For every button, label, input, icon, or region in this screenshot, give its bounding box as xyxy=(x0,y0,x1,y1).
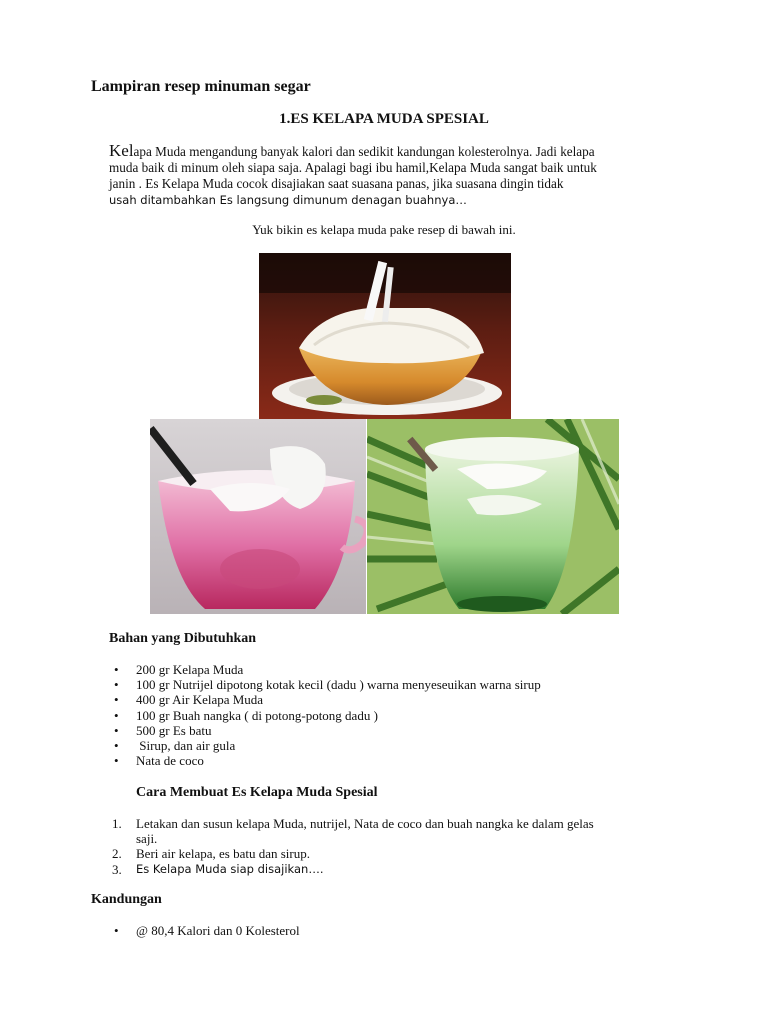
method-heading: Cara Membuat Es Kelapa Muda Spesial xyxy=(136,785,378,800)
list-item: • 400 gr Air Kelapa Muda xyxy=(136,692,696,707)
ingredients-list xyxy=(136,662,696,768)
intro-first-letters: Kel xyxy=(109,141,134,160)
ingredients-heading: Bahan yang Dibutuhkan xyxy=(109,631,257,646)
list-item xyxy=(112,816,696,847)
intro-line-4: usah ditambahkan Es langsung dimunum denagan buahnya… xyxy=(109,193,467,207)
appendix-heading: Lampiran resep minuman segar xyxy=(91,78,311,95)
list-item: • 100 gr Buah nangka ( di potong-potong dadu ) xyxy=(136,708,696,723)
intro-line-1-text: apa Muda mengandung banyak kalori dan sedikit kandungan kolesterolnya. Jadi kelapa xyxy=(133,144,595,159)
step-number: 2. xyxy=(112,846,122,862)
step-text: Letakan dan susun kelapa Muda, nutrijel, Nata de coco dan buah nangka ke dalam gelas xyxy=(136,816,594,831)
list-item xyxy=(112,861,696,877)
green-drink-photo xyxy=(367,419,619,614)
method-steps xyxy=(112,816,696,877)
list-item: • Nata de coco xyxy=(136,753,696,768)
list-item: • 500 gr Es batu xyxy=(136,723,696,738)
list-item: • 200 gr Kelapa Muda xyxy=(136,662,696,677)
intro-line-3: janin . Es Kelapa Muda cocok disajiakan saat suasana panas, jika suasana dingin tidak xyxy=(109,176,564,191)
content-list xyxy=(136,923,696,938)
content-heading: Kandungan xyxy=(91,892,162,907)
intro-line-2: muda baik di minum oleh siapa saja. Apalagi bagi ibu hamil,Kelapa Muda sangat baik untuk xyxy=(109,160,597,175)
list-item: • @ 80,4 Kalori dan 0 Kolesterol xyxy=(136,923,696,938)
intro-line-1 xyxy=(109,143,679,160)
step-number: 1. xyxy=(112,816,122,831)
list-item: • Sirup, dan air gula xyxy=(136,738,696,753)
step-text: Beri air kelapa, es batu dan sirup. xyxy=(136,846,310,862)
pink-drink-photo xyxy=(150,419,366,614)
list-item xyxy=(112,846,696,862)
step-text: Es Kelapa Muda siap disajikan…. xyxy=(136,861,324,876)
intro-paragraph xyxy=(109,143,679,208)
recipe-title: 1.ES KELAPA MUDA SPESIAL xyxy=(279,111,489,127)
coconut-photo xyxy=(259,253,511,419)
recipe-subtitle: Yuk bikin es kelapa muda pake resep di bawah ini. xyxy=(252,222,516,237)
step-text-cont: saji. xyxy=(136,831,158,847)
list-item: • 100 gr Nutrijel dipotong kotak kecil (dadu ) warna menyeseuikan warna sirup xyxy=(136,677,696,692)
step-number: 3. xyxy=(112,861,122,877)
